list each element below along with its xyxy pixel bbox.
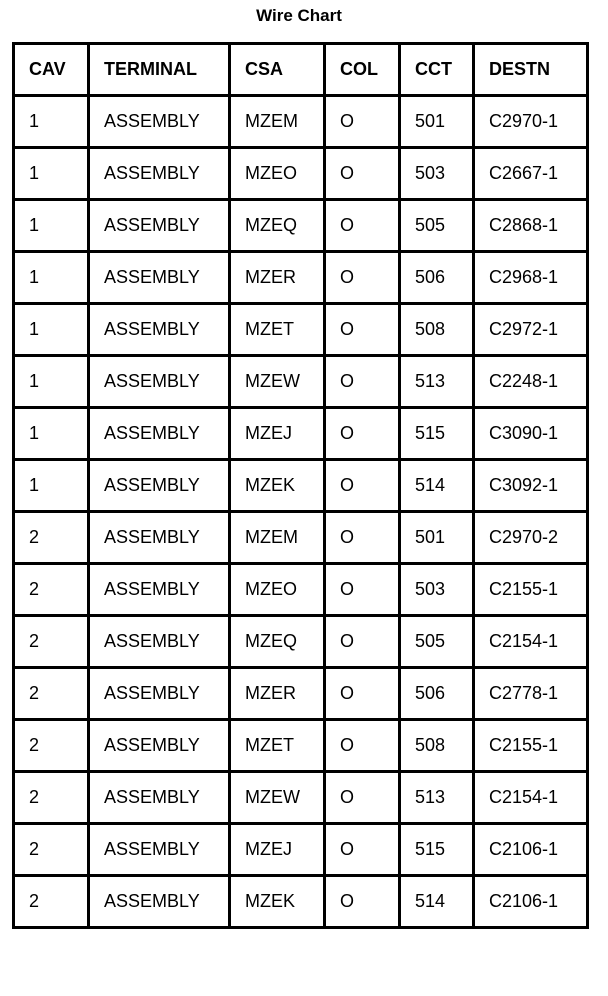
- cell-destn: C2155-1: [474, 564, 588, 616]
- cell-cct: 514: [400, 876, 474, 928]
- cell-col: O: [325, 564, 400, 616]
- table-row: [14, 460, 588, 512]
- cell-csa: MZEJ: [230, 824, 325, 876]
- cell-cct: 513: [400, 772, 474, 824]
- cell-terminal: ASSEMBLY: [89, 252, 230, 304]
- cell-cct: 515: [400, 824, 474, 876]
- table-row: [14, 512, 588, 564]
- cell-csa: MZEQ: [230, 200, 325, 252]
- table-row: [14, 96, 588, 148]
- cell-cav: 2: [14, 824, 89, 876]
- cell-terminal: ASSEMBLY: [89, 408, 230, 460]
- cell-cav: 1: [14, 200, 89, 252]
- cell-cct: 505: [400, 616, 474, 668]
- cell-cav: 1: [14, 408, 89, 460]
- cell-col: O: [325, 304, 400, 356]
- cell-cav: 2: [14, 668, 89, 720]
- cell-col: O: [325, 616, 400, 668]
- cell-cct: 515: [400, 408, 474, 460]
- cell-col: O: [325, 772, 400, 824]
- cell-col: O: [325, 460, 400, 512]
- cell-csa: MZEQ: [230, 616, 325, 668]
- table-row: [14, 668, 588, 720]
- cell-terminal: ASSEMBLY: [89, 824, 230, 876]
- cell-col: O: [325, 668, 400, 720]
- cell-cct: 514: [400, 460, 474, 512]
- cell-cav: 1: [14, 96, 89, 148]
- table-row: [14, 876, 588, 928]
- cell-csa: MZET: [230, 304, 325, 356]
- page-title: Wire Chart: [256, 6, 342, 25]
- cell-cav: 1: [14, 304, 89, 356]
- cell-cav: 1: [14, 252, 89, 304]
- table-row: [14, 252, 588, 304]
- cell-destn: C3090-1: [474, 408, 588, 460]
- cell-cav: 2: [14, 512, 89, 564]
- cell-col: O: [325, 824, 400, 876]
- cell-destn: C2970-1: [474, 96, 588, 148]
- column-header-csa: CSA: [230, 44, 325, 96]
- table-row: [14, 356, 588, 408]
- cell-cct: 506: [400, 668, 474, 720]
- cell-terminal: ASSEMBLY: [89, 720, 230, 772]
- cell-csa: MZEM: [230, 512, 325, 564]
- cell-terminal: ASSEMBLY: [89, 616, 230, 668]
- cell-cct: 506: [400, 252, 474, 304]
- cell-destn: C2778-1: [474, 668, 588, 720]
- cell-col: O: [325, 252, 400, 304]
- table-row: [14, 408, 588, 460]
- cell-destn: C2154-1: [474, 616, 588, 668]
- cell-col: O: [325, 876, 400, 928]
- table-row: [14, 616, 588, 668]
- cell-csa: MZEO: [230, 564, 325, 616]
- cell-col: O: [325, 356, 400, 408]
- cell-destn: C2248-1: [474, 356, 588, 408]
- cell-destn: C2667-1: [474, 148, 588, 200]
- cell-terminal: ASSEMBLY: [89, 512, 230, 564]
- cell-cct: 501: [400, 512, 474, 564]
- cell-destn: C2106-1: [474, 876, 588, 928]
- cell-cct: 513: [400, 356, 474, 408]
- cell-csa: MZET: [230, 720, 325, 772]
- cell-csa: MZEK: [230, 460, 325, 512]
- cell-csa: MZEW: [230, 356, 325, 408]
- cell-terminal: ASSEMBLY: [89, 304, 230, 356]
- cell-cav: 1: [14, 356, 89, 408]
- table-row: [14, 200, 588, 252]
- cell-cav: 2: [14, 616, 89, 668]
- cell-cav: 2: [14, 876, 89, 928]
- cell-terminal: ASSEMBLY: [89, 96, 230, 148]
- column-header-col: COL: [325, 44, 400, 96]
- cell-terminal: ASSEMBLY: [89, 772, 230, 824]
- cell-csa: MZEW: [230, 772, 325, 824]
- cell-terminal: ASSEMBLY: [89, 200, 230, 252]
- column-header-cav: CAV: [14, 44, 89, 96]
- cell-cct: 508: [400, 720, 474, 772]
- cell-terminal: ASSEMBLY: [89, 148, 230, 200]
- table-row: [14, 148, 588, 200]
- cell-cct: 503: [400, 148, 474, 200]
- cell-col: O: [325, 512, 400, 564]
- cell-destn: C2154-1: [474, 772, 588, 824]
- wire-chart-table: [12, 42, 589, 929]
- cell-cct: 508: [400, 304, 474, 356]
- cell-col: O: [325, 148, 400, 200]
- cell-csa: MZEO: [230, 148, 325, 200]
- cell-destn: C2868-1: [474, 200, 588, 252]
- column-header-destn: DESTN: [474, 44, 588, 96]
- table-row: [14, 304, 588, 356]
- table-body: [14, 96, 588, 928]
- cell-col: O: [325, 96, 400, 148]
- cell-destn: C2155-1: [474, 720, 588, 772]
- cell-cav: 2: [14, 772, 89, 824]
- table-row: [14, 824, 588, 876]
- cell-col: O: [325, 720, 400, 772]
- cell-csa: MZEJ: [230, 408, 325, 460]
- cell-cav: 2: [14, 720, 89, 772]
- table-row: [14, 564, 588, 616]
- cell-csa: MZER: [230, 252, 325, 304]
- table-row: [14, 772, 588, 824]
- cell-cav: 1: [14, 148, 89, 200]
- cell-csa: MZEM: [230, 96, 325, 148]
- table-row: [14, 720, 588, 772]
- cell-col: O: [325, 408, 400, 460]
- cell-terminal: ASSEMBLY: [89, 564, 230, 616]
- cell-cav: 1: [14, 460, 89, 512]
- cell-cav: 2: [14, 564, 89, 616]
- cell-terminal: ASSEMBLY: [89, 356, 230, 408]
- cell-col: O: [325, 200, 400, 252]
- cell-terminal: ASSEMBLY: [89, 460, 230, 512]
- cell-destn: C3092-1: [474, 460, 588, 512]
- cell-csa: MZEK: [230, 876, 325, 928]
- cell-terminal: ASSEMBLY: [89, 876, 230, 928]
- cell-destn: C2106-1: [474, 824, 588, 876]
- cell-cct: 501: [400, 96, 474, 148]
- cell-destn: C2968-1: [474, 252, 588, 304]
- column-header-terminal: TERMINAL: [89, 44, 230, 96]
- cell-cct: 505: [400, 200, 474, 252]
- cell-destn: C2972-1: [474, 304, 588, 356]
- cell-csa: MZER: [230, 668, 325, 720]
- cell-terminal: ASSEMBLY: [89, 668, 230, 720]
- cell-destn: C2970-2: [474, 512, 588, 564]
- header-row: [14, 44, 588, 96]
- column-header-cct: CCT: [400, 44, 474, 96]
- cell-cct: 503: [400, 564, 474, 616]
